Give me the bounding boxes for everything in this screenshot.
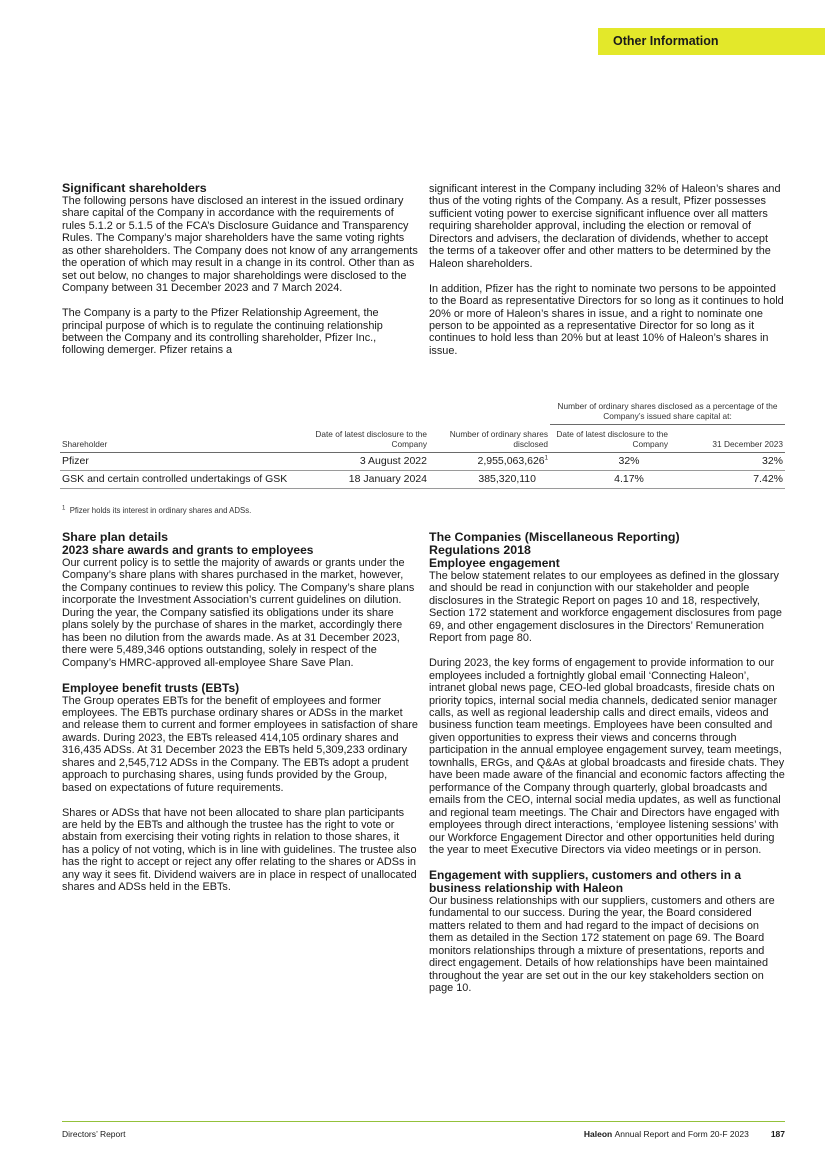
significant-shareholders-right xyxy=(429,183,785,357)
footer-report-info xyxy=(584,1129,785,1139)
pct-disclosure-cell: 4.17% xyxy=(550,471,670,489)
pct-dec-cell: 32% xyxy=(670,453,785,471)
paragraph: Our business relationships with our suppliers, customers and others are fundamental to our success. During the year, the Board considered matters related to them and had regard to the impact of decisions on them as detailed in the Section 172 statement on page 69. The Board monitors relationships through a mixture of presentations, reports and direct engagement. Details of how relationships have been maintained throughout the year are set out in the our key stakeholders section on page 10. xyxy=(429,894,775,995)
shareholder-cell: GSK and certain controlled undertakings of GSK xyxy=(60,471,305,489)
suppliers-heading: Engagement with suppliers, customers and others in a business relationship with Haleon xyxy=(429,867,742,895)
paragraph: The Group operates EBTs for the benefit of employees and former employees. The EBTs purchase ordinary shares or ADSs in the market and release them to current and former employees in satisfaction of share awards. During 2023, the EBTs released 414,105 ordinary shares and 316,435 ADSs. At 31 December 2023 the EBTs held 5,309,233 ordinary shares and 2,545,712 ADSs in the Company. The EBTs adopt a prudent approach to purchasing shares, using funds provided by the Group, based on expectations of future requirements. xyxy=(62,694,418,794)
paragraph: Our current policy is to settle the majority of awards or grants under the Company’s share plans with shares purchased in the market, however, the Company continues to review this policy. The Company’s share plans incorporate the Investment Association’s current guidelines on dilution. During the year, the Company satisfied its obligations under its share plans solely by the purchase of shares in the market, accordingly there has been no dilution from the awards made. As at 31 December 2023, there were 5,489,346 options outstanding, solely in respect of the Company’s HMRC-approved all-employee Share Save Plan. xyxy=(62,557,415,669)
share-plan-section xyxy=(62,531,418,894)
shares-value: 385,320,110 xyxy=(478,473,536,485)
significant-shareholders-heading: Significant shareholders xyxy=(62,181,207,195)
pct-disclosure-cell: 32% xyxy=(550,453,670,471)
section-tag: Other Information xyxy=(598,28,825,55)
footnote-marker: 1 xyxy=(62,505,66,512)
shares-value: 2,955,063,626 xyxy=(477,455,545,467)
employee-engagement-heading: Employee engagement xyxy=(429,556,560,570)
paragraph: The following persons have disclosed an interest in the issued ordinary share capital of the Company in accordance with the requirements of rules 5.1.2 or 5.1.5 of the FCA’s Disclosure Guidance and Transparency Rules. The Company’s major shareholders have the same voting rights as other shareholders. The Company does not know of any arrangements the operation of which may result in a change in its control. Other than as set out below, no changes to major shareholdings were disclosed to the Company between 31 December 2023 and 7 March 2024. xyxy=(62,195,418,295)
paragraph: The Company is a party to the Pfizer Relationship Agreement, the principal purpose of which is to regulate the continuing relationship between the Company and its controlling shareholder, Pfizer Inc., following demerger. Pfizer retains a xyxy=(62,307,383,357)
footer-brand: Haleon xyxy=(583,1129,613,1139)
footnote-ref: 1 xyxy=(544,455,548,462)
footer-section-label: Directors’ Report xyxy=(62,1129,126,1139)
share-plan-subheading: 2023 share awards and grants to employees xyxy=(62,543,314,557)
footer-divider xyxy=(62,1121,785,1122)
paragraph: Shares or ADSs that have not been allocated to share plan participants are held by the EBTs and although the trustee has the right to vote or abstain from exercising their voting rights in relation to those shares, it has a policy of not voting, which is in line with guidelines. The trustee also has the right to accept or reject any offer relating to the shares or ADSs in any way it sees fit. Dividend waivers are in place in respect of unallocated shares and ADSs held in the EBTs. xyxy=(62,806,417,894)
column-header: Number of ordinary shares disclosed xyxy=(429,425,550,453)
companies-regs-section xyxy=(429,531,785,994)
date-cell: 18 January 2024 xyxy=(305,471,429,489)
column-header: 31 December 2023 xyxy=(670,425,785,453)
page-number: 187 xyxy=(770,1129,785,1139)
ebt-heading: Employee benefit trusts (EBTs) xyxy=(62,680,240,695)
shares-cell xyxy=(429,471,550,489)
paragraph: The below statement relates to our employees as defined in the glossary and should be read in conjunction with our stakeholder and people disclosures in the Strategic Report on pages 10 and 18, respectively, Section 172 statement and workforce engagement disclosures from page 69, and other engagement disclosures in the Directors’ Remuneration Report from page 80. xyxy=(429,570,782,645)
paragraph: In addition, Pfizer has the right to nominate two persons to be appointed to the Board as representative Directors for so long as it continues to hold 20% or more of Haleon’s shares in issue, and a right to nominate one person to be appointed as a representative Director for so long as it continues to hold less than 20% but at least 10% of Haleon’s shares in issue. xyxy=(429,282,784,357)
footnote-text: Pfizer holds its interest in ordinary shares and ADSs. xyxy=(69,506,252,515)
footer-report-title: Annual Report and Form 20-F 2023 xyxy=(614,1129,749,1139)
companies-regs-heading: The Companies (Miscellaneous Reporting) Regulations 2018 xyxy=(429,530,680,557)
column-header: Shareholder xyxy=(60,425,305,453)
column-header: Date of latest disclosure to the Company xyxy=(550,425,670,453)
table-row xyxy=(60,453,785,471)
table-row xyxy=(60,471,785,489)
share-plan-heading: Share plan details xyxy=(62,530,169,544)
column-header: Date of latest disclosure to the Company xyxy=(305,425,429,453)
shareholder-table xyxy=(60,401,785,489)
date-cell: 3 August 2022 xyxy=(305,453,429,471)
pct-dec-cell: 7.42% xyxy=(670,471,785,489)
table-group-header: Number of ordinary shares disclosed as a percentage of the Company’s issued share capital at: xyxy=(550,401,785,425)
significant-shareholders-left xyxy=(62,182,418,357)
shareholder-cell: Pfizer xyxy=(60,453,305,471)
paragraph: significant interest in the Company including 32% of Haleon’s shares and thus of the voting rights of the Company. As a result, Pfizer possesses sufficient voting power to exercise significant influence over all matters requiring shareholder approval, including the election or removal of Directors and advisers, the declaration of dividends, whether to accept the terms of a takeover offer and other matters to be determined by the Haleon shareholders. xyxy=(429,183,781,270)
shares-cell xyxy=(429,453,550,471)
table-footnote xyxy=(62,506,251,515)
paragraph: During 2023, the key forms of engagement to provide information to our employees included a fortnightly global email ‘Connecting Haleon’, intranet global news page, CEO-led global broadcasts, fireside chats on priority topics, internal social media channels, dedicated senior manager calls, as well as regional leadership calls and direct emails, videos and business function team meetings. Employees have been consulted and given opportunities to express their views and concerns through participation in the annual employee engagement survey, team meetings, townhalls, ERGs, and Q&As at global broadcasts and fireside chats. They have been made aware of the financial and economic factors affecting the performance of the Company through quarterly, global broadcasts and emails from the CEO, internal social media updates, as well as functional and regional team meetings. The Chair and Directors have engaged with employees through direct interactions, ‘employee listening sessions’ with our Workforce Engagement Director and other opportunities held during the year to meet Executive Directors via video meetings or in person. xyxy=(429,657,785,856)
